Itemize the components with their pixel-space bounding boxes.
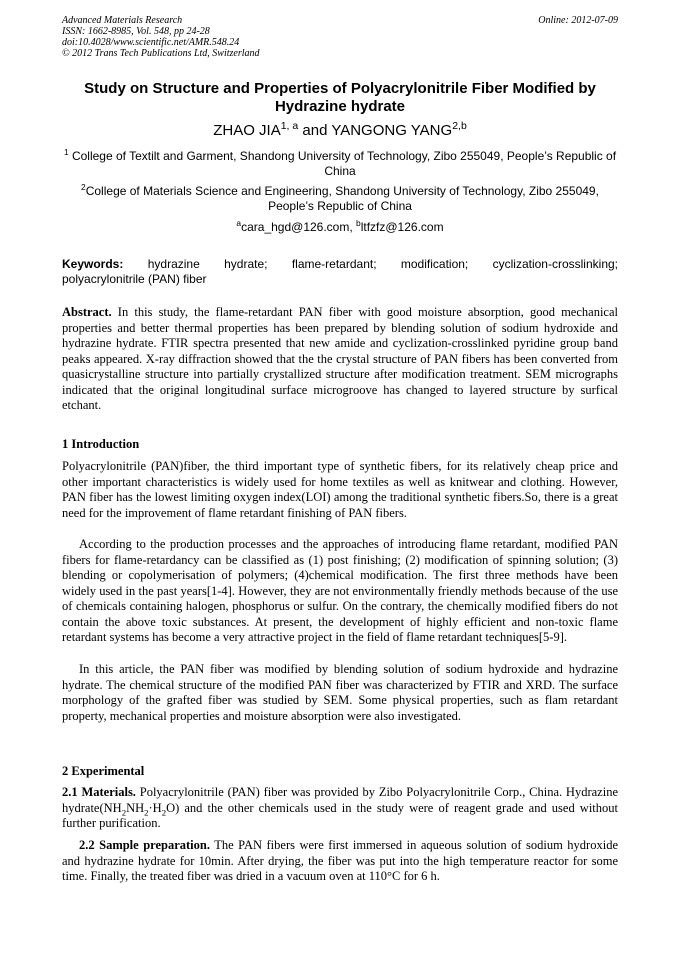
keyword-item: cyclization-crosslinking; (492, 257, 618, 271)
online-date: Online: 2012-07-09 (538, 15, 618, 26)
materials-text-b: and the other chemicals used in the study were of reagent grade and used without further purification. (62, 800, 618, 830)
introduction-paragraph-2: According to the production processes and the approaches of introducing flame retardant, modified PAN fibers for flame-retardancy can be classified as (1) post finishing; (2) modification of spinning solution; (3) blending or copolymerisation of polymers; (4)chemical modification. The first three methods have been widely used in the past years[1-4]. However, they are not environmentally friendly methods because of the use of chemicals containing halogen, phosphorus or sulfur. On the contrary, the chemically modified fibers do not contain the above toxic substances. At present, the development of highly efficient and non-toxic flame retardant systems has become a very attractive project in the field of flame retardant techniques[5-9]. (62, 537, 618, 644)
author-1-sup: 1, a (280, 120, 299, 132)
subscript-2: 2 (161, 807, 167, 817)
abstract (62, 305, 618, 414)
journal-doi: doi:10.4028/www.scientific.net/AMR.548.24 (62, 37, 240, 48)
author-2-name: YANGONG YANG (331, 122, 453, 139)
materials-text-a: Polyacrylonitrile (PAN) fiber was provided by Zibo Polyacrylonitrile Corp., China. Hydrazine hydrate(NH (62, 785, 618, 815)
affiliation-2-text: College of Materials Science and Engineering, Shandong University of Technology, Zibo 255049, People’s Republic of China (85, 184, 599, 213)
keywords-line-1 (62, 257, 618, 272)
author-emails (62, 220, 618, 235)
keyword-item: hydrazine (147, 257, 200, 271)
affiliation-2-sup: 2 (81, 182, 86, 192)
materials-paragraph (62, 785, 618, 832)
introduction-paragraph-1: Polyacrylonitrile (PAN)fiber, the third important type of synthetic fibers, for its relatively cheap price and other important characteristics is widely used for home textiles as well as knitwear and clothing. However, PAN fiber has the lowest limiting oxygen index(LOI) among the traditional synthetic fibers.So, there is a great need for the improvement of flame retardant finishing of PAN fibers. (62, 459, 618, 520)
keyword-item: flame-retardant; (291, 257, 377, 271)
subscript-2: 2 (121, 807, 127, 817)
section-heading-experimental: 2 Experimental (62, 764, 145, 778)
subscript-2: 2 (144, 807, 149, 817)
introduction-paragraph-3: In this article, the PAN fiber was modified by blending solution of sodium hydroxide and hydrazine hydrate. The chemical structure of the modified PAN fiber was characterized by FTIR and XRD. The surface morphology of the grafted fiber was studied by SEM. Some physical properties, such as flam retardant property, mechanical properties and moisture absorption were also investigated. (62, 662, 618, 723)
keywords-line-2: polyacrylonitrile (PAN) fiber (62, 272, 207, 286)
keywords-label: Keywords: (62, 257, 124, 271)
affiliation-1 (62, 149, 618, 179)
sample-preparation-paragraph (62, 838, 618, 885)
email-b-sup: b (356, 218, 361, 228)
section-heading-introduction: 1 Introduction (62, 437, 140, 451)
author-2-sup: 2,b (452, 120, 467, 132)
sample-preparation-label: 2.2 Sample preparation. (79, 838, 210, 852)
materials-label: 2.1 Materials. (62, 785, 136, 799)
journal-issn: ISSN: 1662-8985, Vol. 548, pp 24-28 (62, 26, 210, 37)
journal-name: Advanced Materials Research (62, 15, 183, 26)
abstract-text: In this study, the flame-retardant PAN fiber with good moisture absorption, good mechanical properties and better thermal properties has been prepared by blending solution of sodium hydroxide and hydrazine hydrate. FTIR spectra presented that new amide and cyclization-crosslinked pyridine group band peaks appeared. X-ray diffraction showed that the the crystal structure of PAN fibers has been converted from quasicrystalline structure into partially crystallized structure after modification treatment. SEM micrographs indicated that the original longitudinal surface microgroove has changed to layered structure by surfical etchant. (62, 305, 618, 412)
affiliation-1-text: College of Textilt and Garment, Shandong University of Technology, Zibo 255049, People’s Republic of China (68, 149, 617, 178)
author-and: and (298, 122, 332, 139)
journal-header (62, 15, 618, 59)
formula-nh: NH (126, 800, 145, 815)
email-b: ltfzfz@126.com (360, 220, 444, 234)
affiliation-2 (62, 184, 618, 214)
formula-o: O) (166, 800, 180, 815)
abstract-label: Abstract. (62, 305, 112, 319)
email-a-sup: a (236, 218, 242, 228)
author-list (62, 122, 618, 140)
keywords (62, 257, 618, 287)
email-a: cara_hgd@126.com, (241, 220, 353, 234)
affiliation-1-sup: 1 (63, 147, 69, 157)
keyword-item: hydrate; (224, 257, 268, 271)
author-1-name: ZHAO JIA (213, 122, 281, 139)
formula-dot-h: ·H (148, 800, 162, 815)
journal-copyright: © 2012 Trans Tech Publications Ltd, Switzerland (62, 48, 260, 59)
paper-title: Study on Structure and Properties of Polyacrylonitrile Fiber Modified by Hydrazine hydrate (84, 80, 596, 115)
keyword-item: modification; (400, 257, 469, 271)
sample-preparation-text: The PAN fibers were first immersed in aqueous solution of sodium hydroxide and hydrazine hydrate for 10min. After drying, the fiber was put into the high temperature reactor for some time. Finally, the treated fiber was dried in a vacuum oven at 110°C for 6 h. (62, 838, 618, 883)
